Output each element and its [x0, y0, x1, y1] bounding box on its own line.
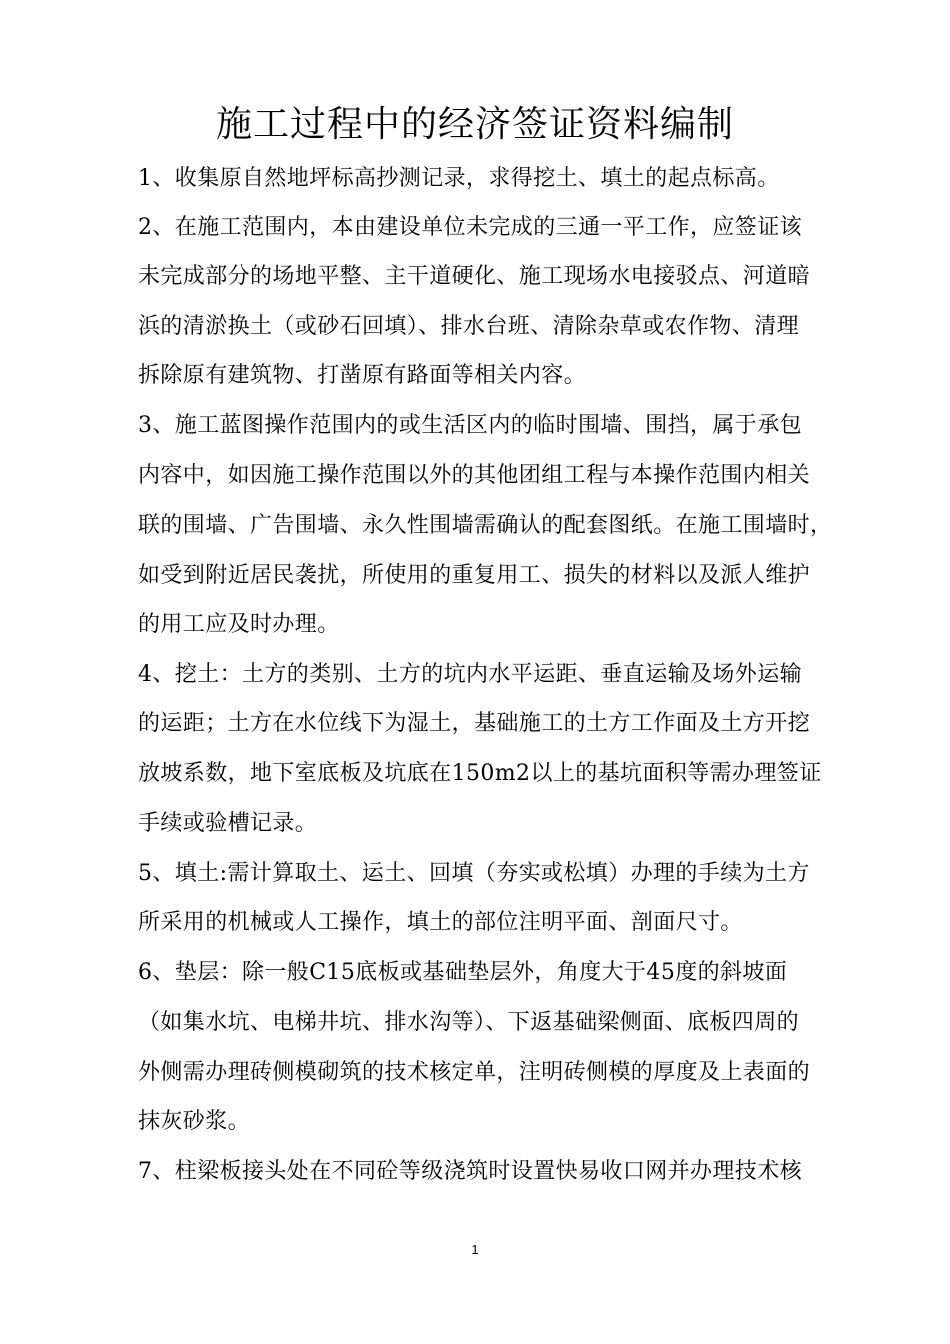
text-line: 抹灰砂浆。 [138, 1109, 251, 1134]
text-line: 放坡系数，地下室底板及坑底在150m2以上的基坑面积等需办理签证 [138, 761, 822, 786]
text-line: 未完成部分的场地平整、主干道硬化、施工现场水电接驳点、河道暗 [138, 264, 811, 289]
text-line: 如受到附近居民袭扰，所使用的重复用工、损失的材料以及派人维护 [138, 563, 811, 588]
text-line: 5、填土:需计算取土、运土、回填（夯实或松填）办理的手续为土方 [138, 861, 810, 886]
text-line: 的用工应及时办理。 [138, 612, 340, 637]
text-line: 7、柱梁板接头处在不同砼等级浇筑时设置快易收口网并办理技术核 [138, 1159, 802, 1184]
text-line: 内容中，如因施工操作范围以外的其他团组工程与本操作范围内相关 [138, 463, 811, 488]
text-line: （如集水坑、电梯井坑、排水沟等）、下返基础梁侧面、底板四周的 [138, 1010, 800, 1035]
document-title: 施工过程中的经济签证资料编制 [215, 104, 734, 145]
text-line: 所采用的机械或人工操作，填土的部位注明平面、剖面尺寸。 [138, 910, 743, 935]
text-line: 浜的清淤换土（或砂石回填）、排水台班、清除杂草或农作物、清理 [138, 314, 800, 339]
text-line: 手续或验槽记录。 [138, 811, 318, 836]
text-line: 3、施工蓝图操作范围内的或生活区内的临时围墙、围挡，属于承包 [138, 413, 802, 438]
text-line: 联的围墙、广告围墙、永久性围墙需确认的配套图纸。在施工围墙时， [138, 513, 833, 538]
text-line: 2、在施工范围内，本由建设单位未完成的三通一平工作，应签证该 [138, 215, 802, 240]
text-line: 1、收集原自然地坪标高抄测记录，求得挖土、填土的起点标高。 [138, 166, 780, 191]
text-line: 拆除原有建筑物、打凿原有路面等相关内容。 [138, 363, 587, 388]
text-line: 的运距；土方在水位线下为湿土，基础施工的土方工作面及土方开挖 [138, 711, 811, 736]
text-line: 6、垫层：除一般C15底板或基础垫层外，角度大于45度的斜坡面 [138, 960, 788, 985]
text-line: 4、挖土：土方的类别、土方的坑内水平运距、垂直运输及场外运输 [138, 662, 802, 687]
text-line: 外侧需办理砖侧模砌筑的技术核定单，注明砖侧模的厚度及上表面的 [138, 1060, 811, 1085]
page-number: 1 [471, 1242, 479, 1257]
